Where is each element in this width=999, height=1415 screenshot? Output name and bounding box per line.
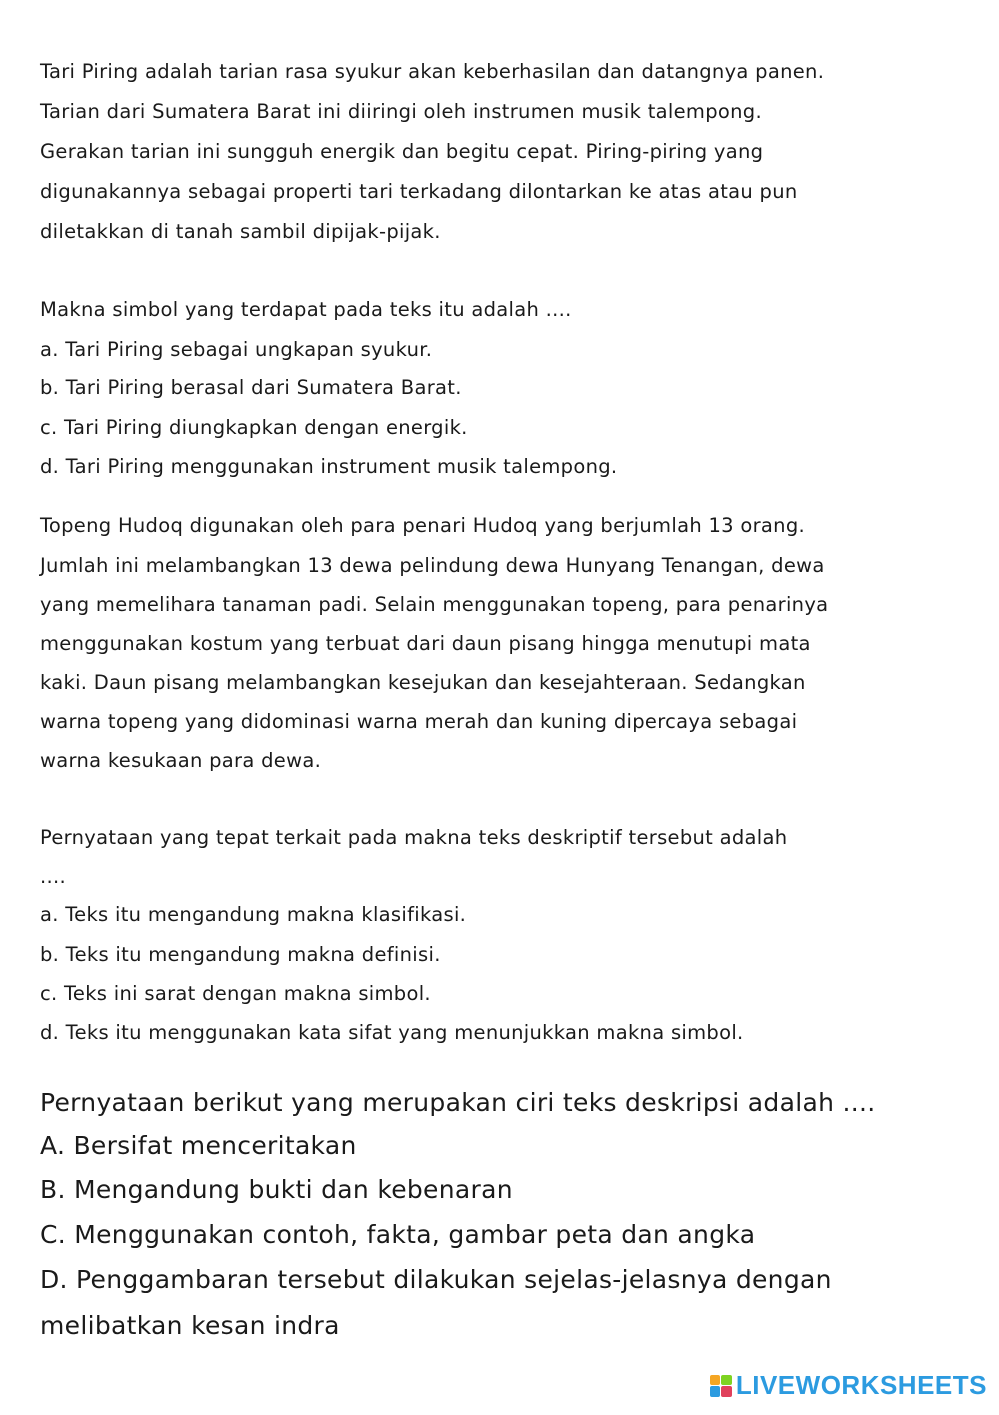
passage-line: kaki. Daun pisang melambangkan kesejukan dan kesejahteraan. Sedangkan bbox=[40, 671, 806, 694]
passage-line: digunakannya sebagai properti tari terkadang dilontarkan ke atas atau pun bbox=[40, 180, 798, 203]
option-b: b. Tari Piring berasal dari Sumatera Barat. bbox=[40, 376, 462, 399]
passage-line: Tarian dari Sumatera Barat ini diiringi oleh instrumen musik talempong. bbox=[40, 100, 762, 123]
option-b: B. Mengandung bukti dan kebenaran bbox=[40, 1175, 513, 1204]
passage-line: menggunakan kostum yang terbuat dari daun pisang hingga menutupi mata bbox=[40, 632, 811, 655]
option-c: c. Tari Piring diungkapkan dengan energik. bbox=[40, 416, 468, 439]
passage-line: diletakkan di tanah sambil dipijak-pijak. bbox=[40, 220, 441, 243]
option-a: A. Bersifat menceritakan bbox=[40, 1131, 357, 1160]
option-a: a. Teks itu mengandung makna klasifikasi. bbox=[40, 903, 467, 926]
liveworksheets-wordmark: LIVEWORKSHEETS bbox=[735, 1370, 987, 1400]
option-d: d. Teks itu menggunakan kata sifat yang menunjukkan makna simbol. bbox=[40, 1021, 744, 1044]
passage-line: yang memelihara tanaman padi. Selain menggunakan topeng, para penarinya bbox=[40, 593, 829, 616]
liveworksheets-watermark bbox=[710, 1370, 987, 1401]
passage-line: warna topeng yang didominasi warna merah dan kuning dipercaya sebagai bbox=[40, 710, 798, 733]
option-c: c. Teks ini sarat dengan makna simbol. bbox=[40, 982, 431, 1005]
passage-line: warna kesukaan para dewa. bbox=[40, 749, 322, 772]
option-c: C. Menggunakan contoh, fakta, gambar peta dan angka bbox=[40, 1220, 756, 1249]
question-prompt-continued: .... bbox=[40, 865, 66, 888]
option-d: D. Penggambaran tersebut dilakukan sejelas-jelasnya dengan bbox=[40, 1265, 832, 1294]
passage-line: Jumlah ini melambangkan 13 dewa pelindung dewa Hunyang Tenangan, dewa bbox=[40, 554, 825, 577]
option-a: a. Tari Piring sebagai ungkapan syukur. bbox=[40, 338, 433, 361]
question-prompt: Makna simbol yang terdapat pada teks itu adalah .... bbox=[40, 298, 572, 321]
passage-line: Gerakan tarian ini sungguh energik dan begitu cepat. Piring-piring yang bbox=[40, 140, 764, 163]
question-prompt: Pernyataan yang tepat terkait pada makna teks deskriptif tersebut adalah bbox=[40, 826, 788, 849]
question-prompt: Pernyataan berikut yang merupakan ciri teks deskripsi adalah .... bbox=[40, 1088, 876, 1117]
option-b: b. Teks itu mengandung makna definisi. bbox=[40, 943, 441, 966]
option-d-continued: melibatkan kesan indra bbox=[40, 1311, 340, 1340]
passage-line: Tari Piring adalah tarian rasa syukur akan keberhasilan dan datangnya panen. bbox=[40, 60, 825, 83]
option-d: d. Tari Piring menggunakan instrument musik talempong. bbox=[40, 455, 618, 478]
liveworksheets-logo-icon bbox=[710, 1375, 732, 1397]
passage-line: Topeng Hudoq digunakan oleh para penari Hudoq yang berjumlah 13 orang. bbox=[40, 514, 806, 537]
